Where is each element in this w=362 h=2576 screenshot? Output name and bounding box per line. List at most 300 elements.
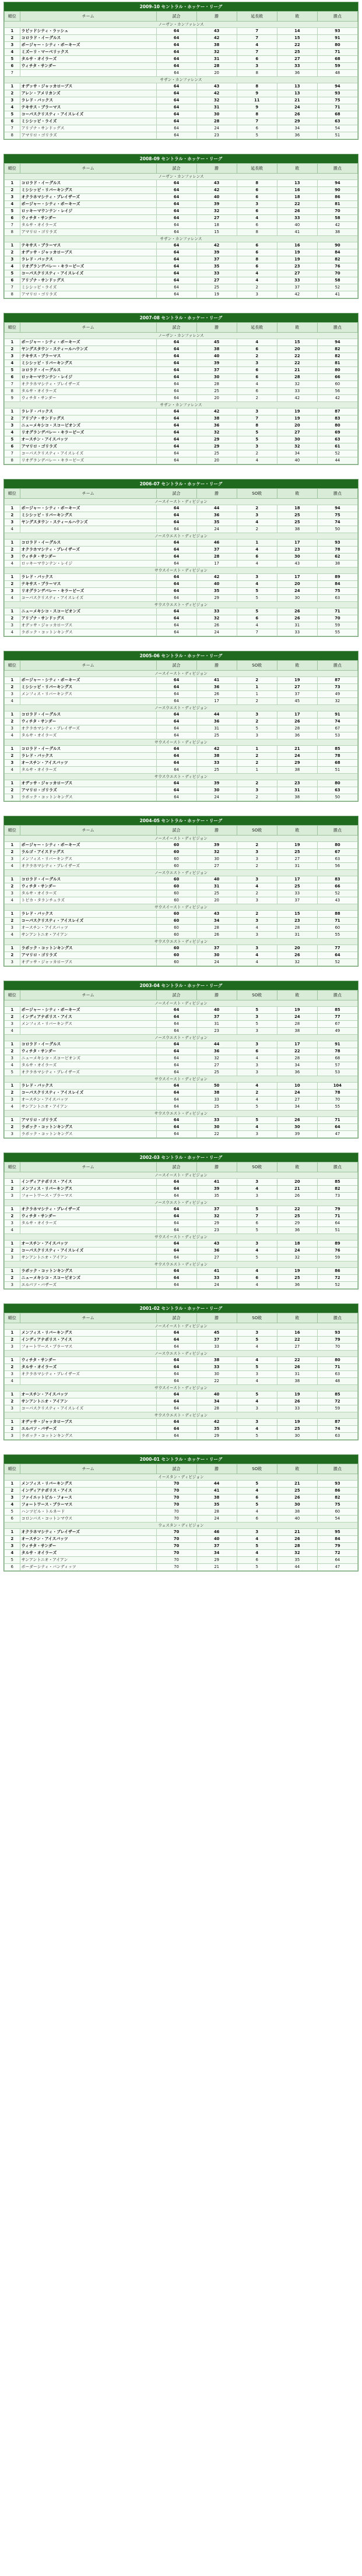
rank-cell: 7	[5, 222, 20, 229]
team-cell: ラボック・コットンキングス	[20, 1433, 156, 1440]
games-cell: 64	[156, 1104, 196, 1111]
rank-cell: 2	[5, 1248, 20, 1254]
column-header: 勝点	[317, 991, 357, 1000]
season-standings	[3, 816, 359, 967]
table-row	[5, 547, 358, 554]
table-row	[5, 1543, 358, 1550]
team-cell: ラボック・コットンキングス	[20, 1131, 156, 1138]
team-cell: テキサス・ブラーマス	[20, 581, 156, 588]
losses-cell: 29	[277, 118, 317, 125]
points-cell: 70	[317, 1097, 357, 1104]
otl-cell: 2	[237, 911, 277, 918]
losses-cell: 32	[277, 381, 317, 388]
column-header: チーム	[20, 991, 156, 1000]
column-header: 敗	[277, 661, 317, 671]
points-cell: 80	[317, 422, 357, 429]
division-row	[5, 1234, 358, 1241]
rank-cell: 7	[5, 284, 20, 291]
column-header: 勝	[196, 1162, 237, 1172]
table-row	[5, 554, 358, 561]
games-cell: 70	[156, 1495, 196, 1502]
team-cell: コロラド・イーグルス	[20, 367, 156, 374]
wins-cell: 45	[196, 339, 237, 346]
rank-cell: 7	[5, 70, 20, 77]
team-cell: ラボック・コットンキングス	[20, 1124, 156, 1131]
games-cell: 64	[156, 1398, 196, 1405]
rank-cell: 3	[5, 42, 20, 49]
table-row	[5, 890, 358, 897]
losses-cell: 27	[277, 270, 317, 277]
games-cell: 64	[156, 374, 196, 381]
otl-cell: 3	[237, 897, 277, 904]
table-row	[5, 932, 358, 939]
games-cell: 64	[156, 1330, 196, 1337]
otl-cell: 5	[237, 1254, 277, 1261]
table-row	[5, 1055, 358, 1062]
team-cell: オクラホマシティ・ブレイザーズ	[20, 863, 156, 870]
wins-cell: 39	[196, 1186, 237, 1193]
points-cell: 64	[317, 1557, 357, 1564]
rank-cell: 1	[5, 876, 20, 883]
points-cell: 81	[317, 201, 357, 208]
otl-cell: 1	[237, 540, 277, 547]
team-cell: ロッキーマウンテン・レイジ	[20, 374, 156, 381]
games-cell: 64	[156, 429, 196, 436]
otl-cell: 7	[237, 28, 277, 35]
rank-cell: 2	[5, 918, 20, 925]
losses-cell: 30	[277, 436, 317, 443]
division-name: サウスウエスト・ディビジョン	[5, 774, 358, 780]
wins-cell: 24	[196, 794, 237, 801]
wins-cell: 40	[196, 1391, 237, 1398]
wins-cell: 37	[196, 1337, 237, 1344]
otl-cell: 4	[237, 270, 277, 277]
column-header: 試合	[156, 1162, 196, 1172]
rank-cell: 4	[5, 1227, 20, 1234]
otl-cell: 4	[237, 925, 277, 932]
points-cell: 38	[317, 229, 357, 236]
table-row	[5, 111, 358, 118]
wins-cell: 46	[196, 540, 237, 547]
points-cell: 71	[317, 1364, 357, 1371]
division-name: ノースイースト・ディビジョン	[5, 499, 358, 505]
table-row	[5, 897, 358, 904]
column-header: 試合	[156, 991, 196, 1000]
standings-table	[4, 11, 358, 139]
column-header: 勝点	[317, 826, 357, 836]
table-row	[5, 1028, 358, 1035]
rank-cell: 6	[5, 277, 20, 284]
team-cell: オデッサ・ジャッカロープス	[20, 1419, 156, 1426]
points-cell: 73	[317, 684, 357, 691]
team-cell: タルサ・オイラーズ	[20, 222, 156, 229]
team-cell: メンフィス・リバーキングス	[20, 856, 156, 863]
losses-cell: 32	[277, 443, 317, 450]
table-row	[5, 360, 358, 367]
team-cell: タルサ・オイラーズ	[20, 732, 156, 739]
losses-cell: 28	[277, 374, 317, 381]
team-cell: コロラド・イーグルス	[20, 746, 156, 753]
team-cell: コーパスクリスティ・アイスレイズ	[20, 111, 156, 118]
points-cell: 60	[317, 1509, 357, 1516]
team-cell: アマリロ・ゴリラズ	[20, 952, 156, 959]
table-row	[5, 1529, 358, 1536]
points-cell: 81	[317, 360, 357, 367]
team-cell: オースチン・アイスバッツ	[20, 436, 156, 443]
otl-cell: 3	[237, 1041, 277, 1048]
team-cell: メンフィス・リバーキングス	[20, 1481, 156, 1488]
games-cell: 70	[156, 1516, 196, 1523]
wins-cell: 44	[196, 1481, 237, 1488]
games-cell: 64	[156, 677, 196, 684]
season-title: 2003-04 セントラル・ホッケー・リーグ	[4, 981, 358, 990]
wins-cell: 29	[196, 436, 237, 443]
points-cell: 42	[317, 395, 357, 402]
team-cell: メンフィス・リバーキングス	[20, 1186, 156, 1193]
otl-cell: 7	[237, 118, 277, 125]
games-cell: 64	[156, 1254, 196, 1261]
rank-cell: 2	[5, 581, 20, 588]
team-cell: ラレド・バックス	[20, 97, 156, 104]
points-cell: 82	[317, 1186, 357, 1193]
otl-cell: 3	[237, 849, 277, 856]
header-row	[5, 323, 358, 333]
otl-cell: 7	[237, 629, 277, 636]
losses-cell: 39	[277, 1131, 317, 1138]
wins-cell: 28	[196, 554, 237, 561]
team-cell: コロンバス・コットンマウス	[20, 1516, 156, 1523]
team-cell: オクラホマシティ・ブレイザーズ	[20, 547, 156, 554]
standings-table	[4, 1162, 358, 1289]
losses-cell: 31	[277, 863, 317, 870]
rank-cell: 1	[5, 1330, 20, 1337]
wins-cell: 29	[196, 443, 237, 450]
wins-cell: 42	[196, 35, 237, 42]
table-row	[5, 201, 358, 208]
team-cell	[20, 526, 156, 533]
table-row	[5, 457, 358, 464]
games-cell: 64	[156, 1405, 196, 1412]
losses-cell: 24	[277, 1014, 317, 1021]
team-cell: エルパソ・バザーズ	[20, 1282, 156, 1289]
games-cell: 64	[156, 1227, 196, 1234]
points-cell: 48	[317, 1378, 357, 1385]
team-cell: フォートワース・ブラーマス	[20, 1193, 156, 1200]
games-cell: 64	[156, 1048, 196, 1055]
games-cell: 64	[156, 408, 196, 415]
team-cell: ニューメキシコ・スコーピオンズ	[20, 608, 156, 615]
table-row	[5, 911, 358, 918]
games-cell: 64	[156, 180, 196, 187]
losses-cell: 17	[277, 876, 317, 883]
standings-table	[4, 322, 358, 464]
table-row	[5, 883, 358, 890]
otl-cell: 4	[237, 1488, 277, 1495]
losses-cell: 45	[277, 698, 317, 705]
otl-cell: 2	[237, 760, 277, 767]
column-header: 勝	[196, 1464, 237, 1474]
otl-cell: 3	[237, 1330, 277, 1337]
games-cell: 70	[156, 1543, 196, 1550]
losses-cell: 26	[277, 1364, 317, 1371]
otl-cell: 4	[237, 1248, 277, 1254]
otl-cell: 2	[237, 677, 277, 684]
division-name: ノーザン・カンファレンス	[5, 22, 358, 28]
games-cell: 64	[156, 42, 196, 49]
points-cell: 58	[317, 277, 357, 284]
rank-cell: 5	[5, 56, 20, 63]
team-cell: コロラド・イーグルス	[20, 180, 156, 187]
team-cell: タルサ・オイラーズ	[20, 56, 156, 63]
table-row	[5, 1213, 358, 1220]
rank-cell: 4	[5, 1028, 20, 1035]
games-cell: 60	[156, 918, 196, 925]
games-cell: 64	[156, 284, 196, 291]
table-row	[5, 187, 358, 194]
games-cell: 64	[156, 1206, 196, 1213]
losses-cell: 31	[277, 622, 317, 629]
rank-cell: 1	[5, 339, 20, 346]
column-header: チーム	[20, 1313, 156, 1323]
column-header: チーム	[20, 661, 156, 671]
column-header: 勝	[196, 164, 237, 174]
losses-cell: 15	[277, 911, 317, 918]
table-row	[5, 1516, 358, 1523]
rank-cell: 1	[5, 83, 20, 90]
otl-cell: 1	[237, 746, 277, 753]
games-cell: 64	[156, 794, 196, 801]
losses-cell: 19	[277, 842, 317, 849]
rank-cell: 7	[5, 381, 20, 388]
column-header: 延長敗	[237, 12, 277, 22]
table-row	[5, 242, 358, 249]
points-cell: 64	[317, 952, 357, 959]
games-cell: 64	[156, 1268, 196, 1275]
losses-cell: 38	[277, 1509, 317, 1516]
losses-cell: 22	[277, 201, 317, 208]
team-cell: オクラホマシティ・ブレイザーズ	[20, 1371, 156, 1378]
points-cell: 94	[317, 83, 357, 90]
otl-cell: 5	[237, 1481, 277, 1488]
wins-cell: 30	[196, 111, 237, 118]
header-row	[5, 991, 358, 1000]
games-cell: 64	[156, 201, 196, 208]
team-cell: オクラホマシティ・ブレイザーズ	[20, 1206, 156, 1213]
games-cell: 64	[156, 208, 196, 215]
points-cell: 93	[317, 540, 357, 547]
season-title: 2002-03 セントラル・ホッケー・リーグ	[4, 1153, 358, 1162]
losses-cell: 36	[277, 1227, 317, 1234]
games-cell: 64	[156, 615, 196, 622]
points-cell: 80	[317, 780, 357, 787]
games-cell: 64	[156, 1371, 196, 1378]
rank-cell: 4	[5, 897, 20, 904]
table-row	[5, 1419, 358, 1426]
games-cell: 64	[156, 505, 196, 512]
team-cell: ウィチタ・サンダー	[20, 1543, 156, 1550]
team-cell: タルサ・オイラーズ	[20, 1550, 156, 1557]
table-row	[5, 1254, 358, 1261]
team-cell: アマリロ・ゴリラズ	[20, 132, 156, 139]
wins-cell: 36	[196, 718, 237, 725]
points-cell: 59	[317, 1254, 357, 1261]
games-cell: 60	[156, 925, 196, 932]
team-cell: コロラド・イーグルス	[20, 711, 156, 718]
points-cell: 62	[317, 554, 357, 561]
wins-cell: 29	[196, 1220, 237, 1227]
losses-cell: 21	[277, 367, 317, 374]
wins-cell: 38	[196, 346, 237, 353]
division-name: サウスイースト・ディビジョン	[5, 1076, 358, 1083]
otl-cell: 6	[237, 615, 277, 622]
wins-cell: 41	[196, 677, 237, 684]
otl-cell: 3	[237, 1529, 277, 1536]
table-row	[5, 395, 358, 402]
points-cell: 79	[317, 1206, 357, 1213]
team-cell: ラボック・コットンキングス	[20, 945, 156, 952]
otl-cell: 4	[237, 1509, 277, 1516]
games-cell: 64	[156, 1357, 196, 1364]
column-header: 試合	[156, 12, 196, 22]
rank-cell: 3	[5, 890, 20, 897]
wins-cell: 31	[196, 883, 237, 890]
table-row	[5, 1062, 358, 1069]
rank-cell: 6	[5, 374, 20, 381]
team-cell: オクラホマシティ・ブレイザーズ	[20, 194, 156, 201]
losses-cell: 26	[277, 608, 317, 615]
wins-cell: 38	[196, 1090, 237, 1097]
losses-cell: 24	[277, 753, 317, 760]
rank-cell: 2	[5, 718, 20, 725]
division-row	[5, 1035, 358, 1041]
points-cell: 56	[317, 388, 357, 395]
otl-cell: 3	[237, 1062, 277, 1069]
otl-cell: 3	[237, 291, 277, 298]
team-cell: ウィチタ・サンダー	[20, 395, 156, 402]
games-cell: 64	[156, 547, 196, 554]
division-row	[5, 568, 358, 574]
standings-table	[4, 1464, 358, 1571]
team-cell: オースチン・アイスバッツ	[20, 1536, 156, 1543]
otl-cell: 4	[237, 1083, 277, 1090]
otl-cell: 4	[237, 519, 277, 526]
points-cell: 78	[317, 1048, 357, 1055]
table-row	[5, 1083, 358, 1090]
table-row	[5, 595, 358, 602]
wins-cell: 20	[196, 897, 237, 904]
wins-cell: 28	[196, 381, 237, 388]
table-row	[5, 1344, 358, 1351]
points-cell: 93	[317, 90, 357, 97]
points-cell: 86	[317, 1488, 357, 1495]
team-cell: オースチン・アイスバッツ	[20, 1097, 156, 1104]
wins-cell: 50	[196, 1083, 237, 1090]
rank-cell: 1	[5, 180, 20, 187]
wins-cell: 42	[196, 242, 237, 249]
games-cell: 64	[156, 1213, 196, 1220]
otl-cell: 1	[237, 684, 277, 691]
table-row	[5, 1268, 358, 1275]
points-cell: 56	[317, 863, 357, 870]
team-cell: コーパスクリスティ・アイスレイズ	[20, 595, 156, 602]
column-header: 勝	[196, 489, 237, 499]
table-row	[5, 1502, 358, 1509]
wins-cell: 32	[196, 849, 237, 856]
losses-cell: 19	[277, 408, 317, 415]
team-cell: コロラド・イーグルス	[20, 1041, 156, 1048]
otl-cell: 6	[237, 249, 277, 256]
table-row	[5, 1282, 358, 1289]
points-cell: 55	[317, 1104, 357, 1111]
games-cell: 64	[156, 249, 196, 256]
team-cell: サンアントニオ・アイアン	[20, 1557, 156, 1564]
wins-cell: 25	[196, 1069, 237, 1076]
points-cell: 63	[317, 1371, 357, 1378]
games-cell: 64	[156, 608, 196, 615]
points-cell: 49	[317, 1028, 357, 1035]
wins-cell: 25	[196, 732, 237, 739]
team-cell: ロッキーマウンテン・レイジ	[20, 561, 156, 568]
points-cell: 55	[317, 629, 357, 636]
rank-cell: 3	[5, 925, 20, 932]
points-cell: 48	[317, 70, 357, 77]
games-cell: 64	[156, 595, 196, 602]
table-row	[5, 1206, 358, 1213]
otl-cell: 2	[237, 718, 277, 725]
otl-cell: 6	[237, 208, 277, 215]
table-row	[5, 56, 358, 63]
rank-cell: 2	[5, 952, 20, 959]
rank-cell: 2	[5, 1364, 20, 1371]
table-row	[5, 1193, 358, 1200]
table-row	[5, 959, 358, 966]
team-cell: オースチン・アイスバッツ	[20, 760, 156, 767]
column-header: 試合	[156, 661, 196, 671]
games-cell: 64	[156, 28, 196, 35]
wins-cell: 29	[196, 1557, 237, 1564]
division-name: ノースウエスト・ディビジョン	[5, 533, 358, 540]
division-name: サウスウエスト・ディビジョン	[5, 939, 358, 945]
points-cell: 71	[317, 918, 357, 925]
rank-cell: 5	[5, 1509, 20, 1516]
team-cell	[20, 1227, 156, 1234]
season-standings	[3, 1153, 359, 1289]
team-cell: ボージャー・シティ・ボーキーズ	[20, 842, 156, 849]
division-row	[5, 904, 358, 911]
wins-cell: 39	[196, 842, 237, 849]
games-cell: 64	[156, 519, 196, 526]
column-header: 勝点	[317, 164, 357, 174]
losses-cell: 24	[277, 588, 317, 595]
games-cell: 64	[156, 56, 196, 63]
games-cell: 60	[156, 883, 196, 890]
games-cell: 64	[156, 367, 196, 374]
team-cell: リオグランデバレー・キラービーズ	[20, 588, 156, 595]
team-cell: コロラド・イーグルス	[20, 876, 156, 883]
rank-cell: 6	[5, 63, 20, 70]
header-row	[5, 1313, 358, 1323]
wins-cell: 35	[196, 1426, 237, 1433]
team-cell: タルサ・オイラーズ	[20, 767, 156, 774]
table-row	[5, 339, 358, 346]
division-row	[5, 602, 358, 608]
division-name: ノースイースト・ディビジョン	[5, 836, 358, 842]
losses-cell: 44	[277, 1564, 317, 1571]
losses-cell: 40	[277, 457, 317, 464]
wins-cell: 30	[196, 787, 237, 794]
games-cell: 64	[156, 1282, 196, 1289]
rank-cell: 4	[5, 1062, 20, 1069]
